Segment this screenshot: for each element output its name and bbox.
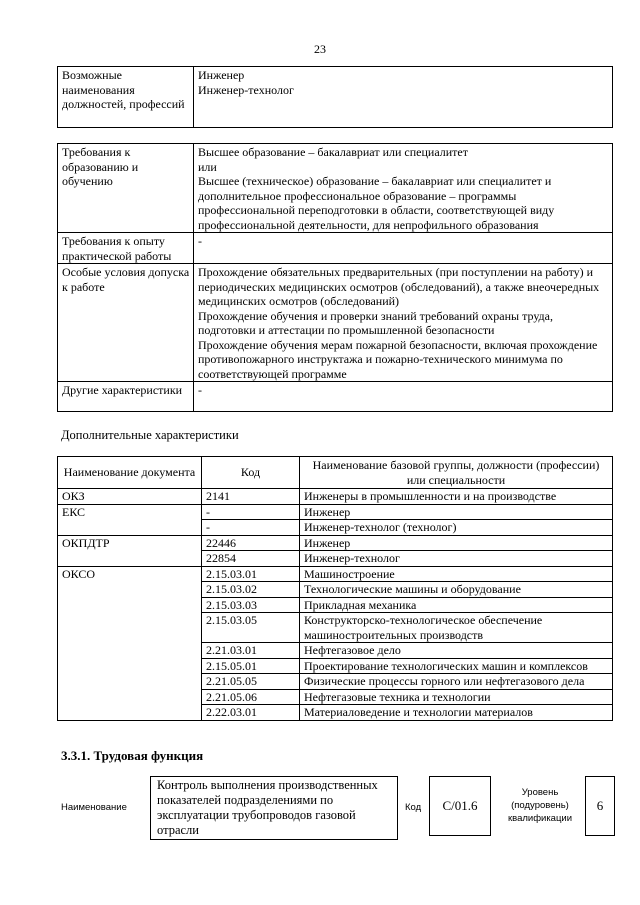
- cell-document: [58, 613, 202, 643]
- cell-document: [58, 689, 202, 705]
- table-row: [58, 705, 613, 721]
- additional-characteristics-heading: Дополнительные характеристики: [61, 428, 239, 442]
- cell-name: Инженер-технолог (технолог): [300, 520, 613, 536]
- table-row: [58, 489, 613, 505]
- cell-name: Материаловедение и технологии материалов: [300, 705, 613, 721]
- cell-name: Нефтегазовое дело: [300, 643, 613, 659]
- labor-function-name: Контроль выполнения производственных показателей подразделениями по эксплуатации трубопроводов газовой отрасли: [150, 776, 398, 840]
- cell-name: Технологические машины и оборудование: [300, 582, 613, 598]
- table-row: [58, 658, 613, 674]
- qualification-level-label: Уровень (подуровень) квалификации: [507, 787, 573, 824]
- requirement-line: Прохождение обучения и проверки знаний требований охраны труда, подготовки и аттестации по промышленной безопасности: [198, 308, 553, 337]
- cell-code: 2.15.03.05: [202, 613, 300, 643]
- cell-code: -: [202, 520, 300, 536]
- table-row: [58, 504, 613, 520]
- cell-code: 2.15.03.03: [202, 597, 300, 613]
- cell-document: [58, 705, 202, 721]
- cell-document: [58, 582, 202, 598]
- labor-function-title: 3.3.1. Трудовая функция: [61, 748, 204, 763]
- table-row: [58, 520, 613, 536]
- cell-code: 2.22.03.01: [202, 705, 300, 721]
- cell-code: 2.21.03.01: [202, 643, 300, 659]
- cell-name: Машиностроение: [300, 566, 613, 582]
- cell-name: Прикладная механика: [300, 597, 613, 613]
- cell-document: [58, 674, 202, 690]
- code-label: Код: [405, 802, 422, 813]
- name-label: Наименование: [61, 802, 127, 813]
- experience-requirements-label: Требования к опыту практической работы: [58, 233, 194, 264]
- cell-name: Инженеры в промышленности и на производстве: [300, 489, 613, 505]
- cell-code: 2.21.05.06: [202, 689, 300, 705]
- cell-document: [58, 520, 202, 536]
- cell-document: [58, 643, 202, 659]
- header-document: Наименование документа: [58, 457, 202, 489]
- cell-name: Инженер: [300, 535, 613, 551]
- possible-positions-label: Возможные наименования должностей, профессий: [58, 67, 194, 128]
- admission-conditions-label: Особые условия допуска к работе: [58, 264, 194, 382]
- cell-name: Нефтегазовые техника и технологии: [300, 689, 613, 705]
- page-number: 23: [314, 42, 326, 56]
- education-requirements-label: Требования к образованию и обучению: [58, 144, 194, 233]
- position-item: Инженер-технолог: [198, 82, 294, 97]
- header-code: Код: [202, 457, 300, 489]
- cell-code: -: [202, 504, 300, 520]
- cell-document: [58, 551, 202, 567]
- cell-document: ОКСО: [58, 566, 202, 582]
- header-name: Наименование базовой группы, должности (профессии) или специальности: [300, 457, 613, 489]
- cell-code: 2.15.05.01: [202, 658, 300, 674]
- cell-code: 2.21.05.05: [202, 674, 300, 690]
- requirement-line: Прохождение обязательных предварительных (при поступлении на работу) и периодических медицинских осмотров (обследований), а также внеочередных медицинских осмотров (обследований): [198, 265, 600, 308]
- cell-document: ЕКС: [58, 504, 202, 520]
- cell-name: Проектирование технологических машин и комплексов: [300, 658, 613, 674]
- admission-conditions-value: [194, 264, 613, 382]
- cell-name: Конструкторско-технологическое обеспечение машиностроительных производств: [300, 613, 613, 643]
- position-item: Инженер: [198, 68, 245, 82]
- labor-function-code: С/01.6: [429, 776, 491, 836]
- cell-name: Инженер-технолог: [300, 551, 613, 567]
- cell-code: 2.15.03.02: [202, 582, 300, 598]
- cell-name: Инженер: [300, 504, 613, 520]
- table-row: [58, 613, 613, 643]
- table-row: [58, 566, 613, 582]
- other-characteristics-value: -: [194, 382, 613, 412]
- additional-characteristics-table: [57, 456, 613, 721]
- requirement-line: Высшее образование – бакалавриат или специалитет: [198, 145, 468, 159]
- requirement-line: Прохождение обучения мерам пожарной безопасности, включая прохождение противопожарного инструктажа и пожарно-технического минимума по соответствующей программе: [198, 337, 598, 381]
- possible-positions-table: [57, 66, 613, 128]
- table-row: [58, 597, 613, 613]
- other-characteristics-label: Другие характеристики: [58, 382, 194, 412]
- requirement-line: или: [198, 159, 217, 174]
- education-requirements-value: [194, 144, 613, 233]
- cell-document: ОКЗ: [58, 489, 202, 505]
- cell-name: Физические процессы горного или нефтегазового дела: [300, 674, 613, 690]
- cell-document: [58, 597, 202, 613]
- possible-positions-values: [194, 67, 613, 128]
- experience-requirements-value: -: [194, 233, 613, 264]
- cell-document: ОКПДТР: [58, 535, 202, 551]
- cell-document: [58, 658, 202, 674]
- qualification-level-value: 6: [585, 776, 615, 836]
- table-row: [58, 643, 613, 659]
- cell-code: 2.15.03.01: [202, 566, 300, 582]
- cell-code: 22446: [202, 535, 300, 551]
- cell-code: 2141: [202, 489, 300, 505]
- table-row: [58, 689, 613, 705]
- requirement-line: Высшее (техническое) образование – бакалавриат или специалитет и дополнительное профессиональное образование – программы профессиональной переподготовки в области, соответствующей виду профессиональной деятельности, для непрофильного образования: [198, 174, 555, 232]
- table-row: [58, 674, 613, 690]
- table-row: [58, 551, 613, 567]
- requirements-table: [57, 143, 613, 412]
- table-row: [58, 582, 613, 598]
- table-row: [58, 535, 613, 551]
- cell-code: 22854: [202, 551, 300, 567]
